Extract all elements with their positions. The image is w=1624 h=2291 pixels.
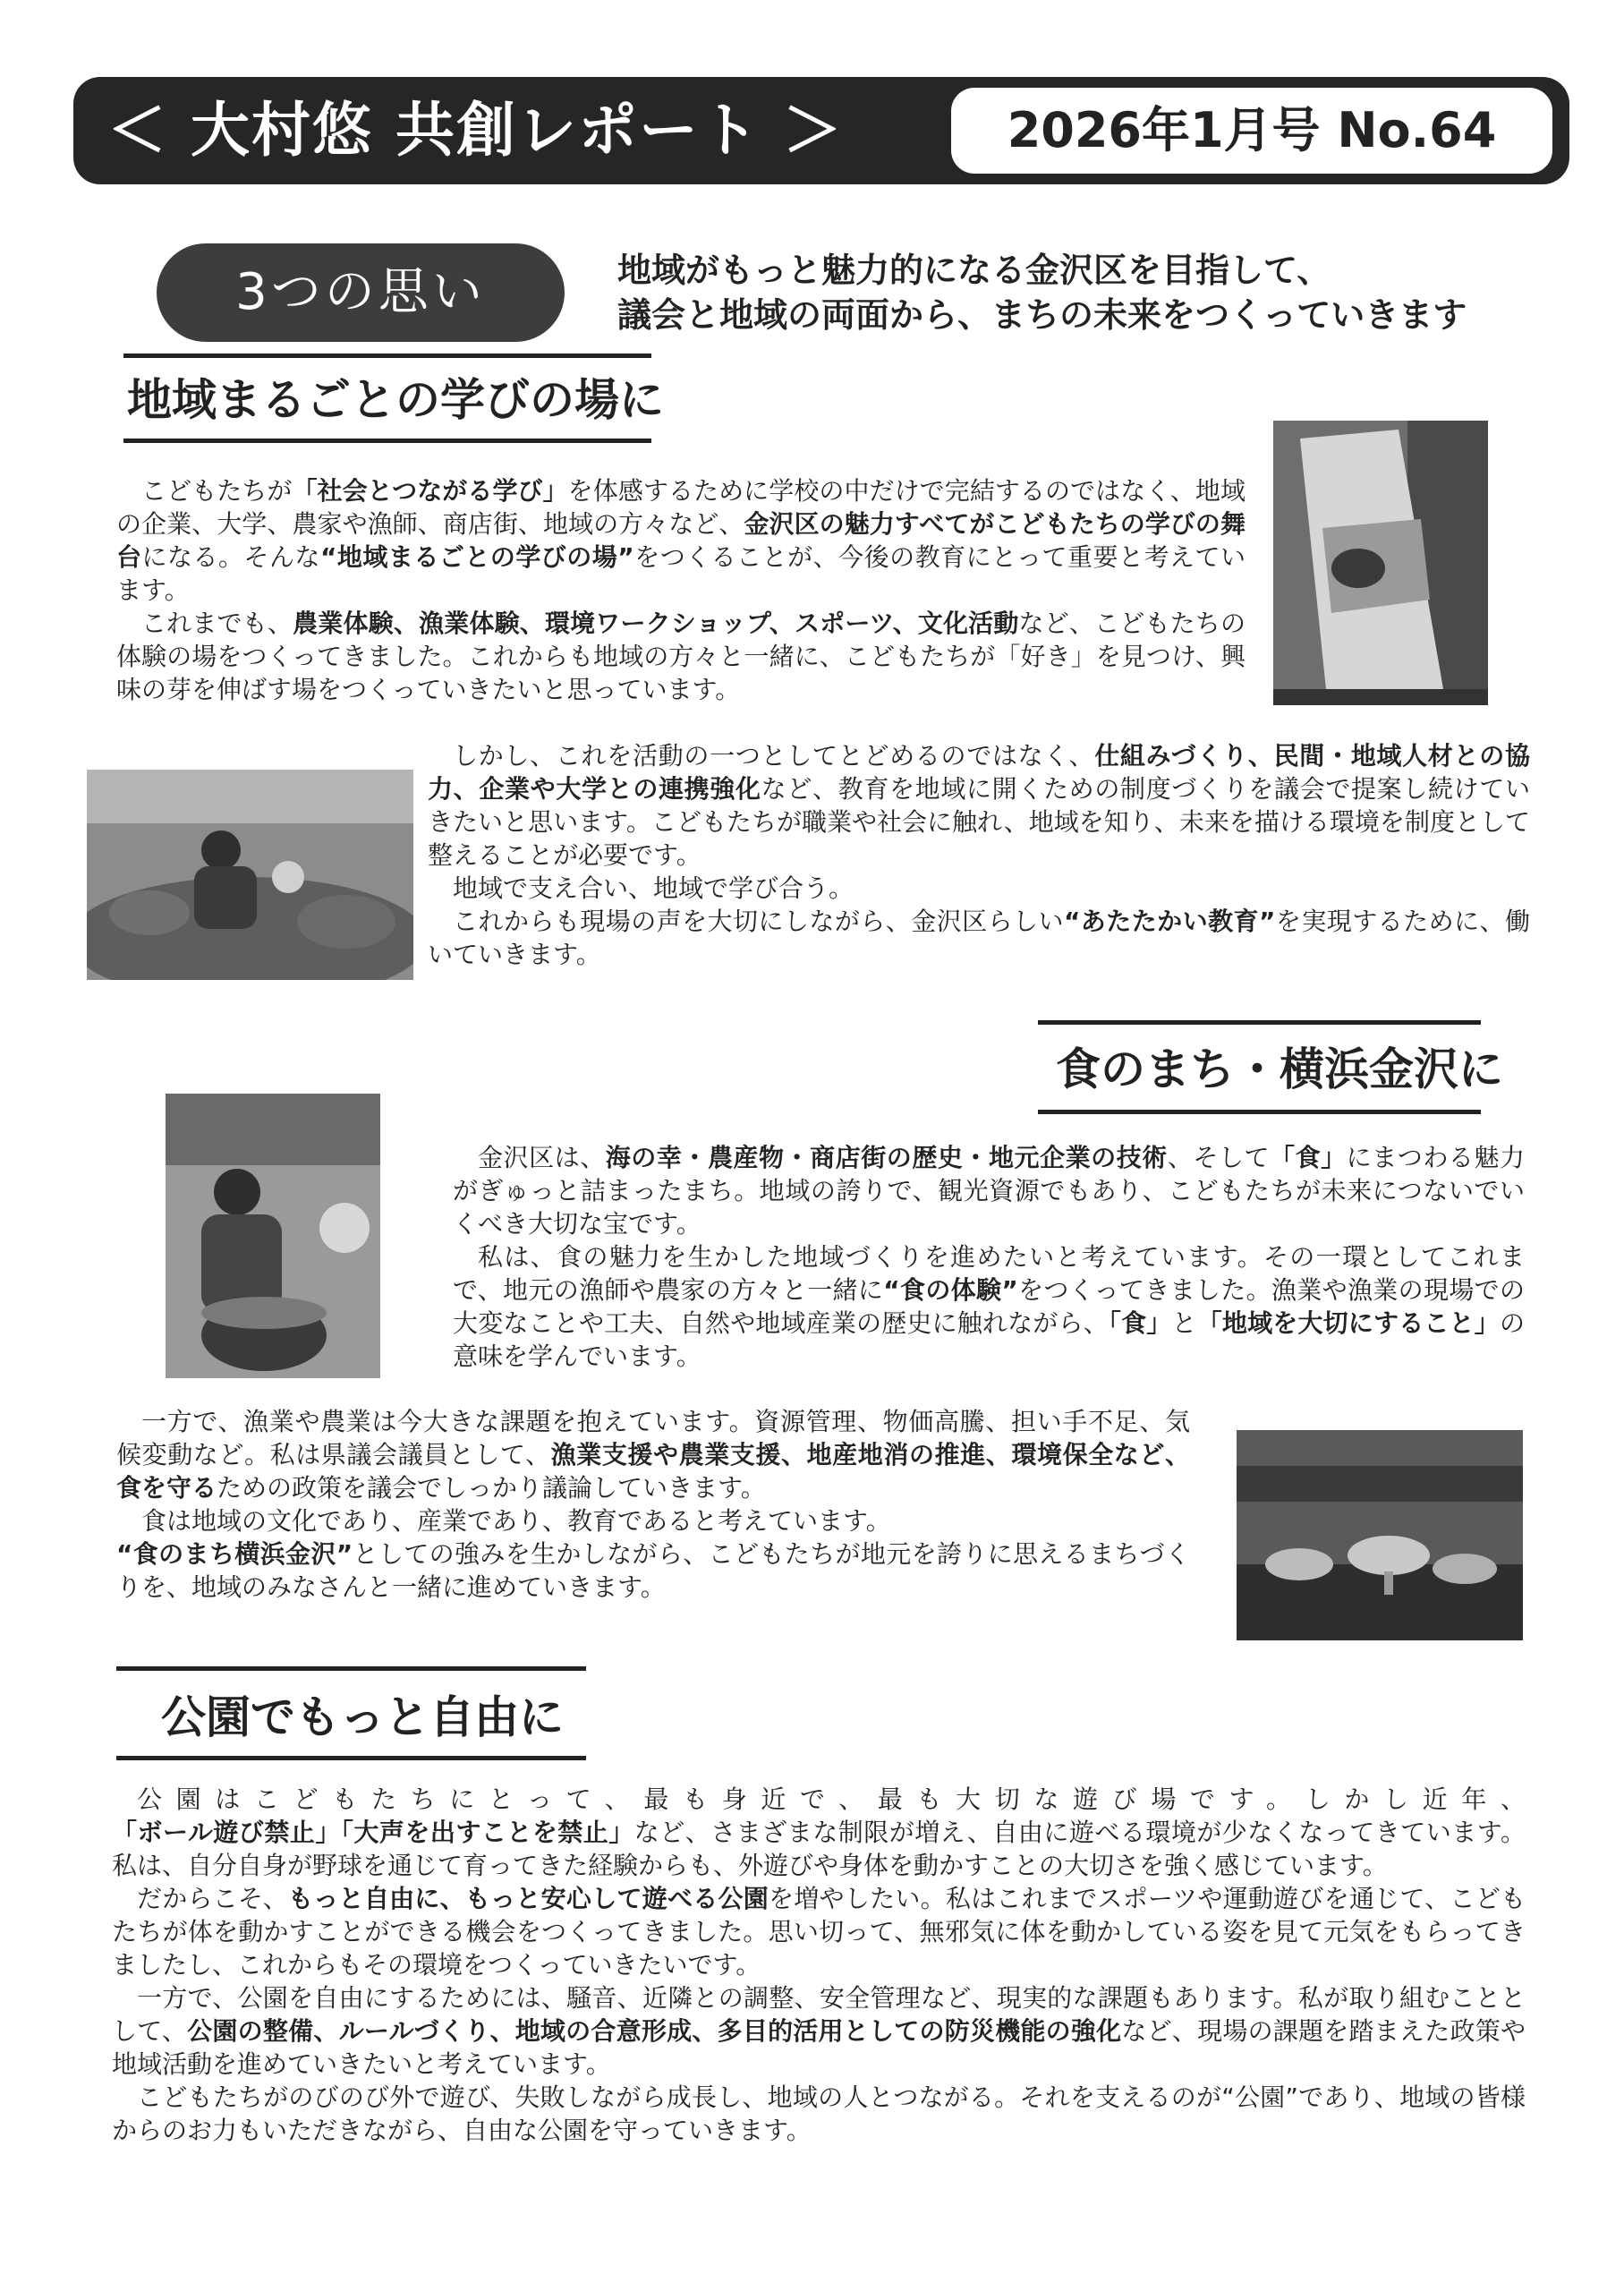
section3-paragraph-3: 一方で、公園を自由にするためには、騒音、近隣との調整、安全管理など、現実的な課題もあります。私が取り組むこととして、公園の整備、ルールづくり、地域の合意形成、多目的活用としての防災機能の強化など、現場の課題を踏まえた政策や地域活動を進めていきたいと考えています。 (112, 1983, 1526, 2079)
section2-rule-top (1038, 1020, 1481, 1025)
section2-text-top (453, 1141, 1525, 1373)
section2-paragraph-1: 金沢区は、海の幸・農産物・商店街の歴史・地元企業の技術、そして「食」にまつわる魅力がぎゅっと詰まったまち。地域の誇りで、観光資源でもあり、こどもたちが未来につないでいくべき大切な宝です。 (453, 1143, 1525, 1239)
section2-paragraph-2: 私は、食の魅力を生かした地域づくりを進めたいと考えています。その一環としてこれまで、地元の漁師や農家の方々と一緒に“食の体験”をつくってきました。漁業や漁業の現場での大変なことや工夫、自然や地域産業の歴史に触れながら、「食」と「地域を大切にすること」の意味を学んでいます。 (453, 1242, 1525, 1371)
section3-text (112, 1783, 1526, 2147)
section2-paragraph-5: “食のまち横浜金沢”としての強みを生かしながら、こどもたちが地元を誇りに思えるまちづくりを、地域のみなさんと一緒に進めていきます。 (116, 1539, 1190, 1602)
issue-number: 2026年1月号 No.64 (1007, 102, 1497, 158)
section2-text-bottom (116, 1405, 1190, 1604)
intro-line-1: 地域がもっと魅力的になる金沢区を目指して、 (617, 251, 1331, 290)
section3-rule-bottom (116, 1756, 586, 1760)
section1-text-top (116, 474, 1246, 706)
photo-food-experience (166, 1094, 380, 1378)
section1-rule-bottom (123, 439, 651, 443)
newsletter-title: ＜ 大村悠 共創レポート ＞ (107, 96, 844, 165)
section1-paragraph-3: しかし、これを活動の一つとしてとどめるのではなく、仕組みづくり、民間・地域人材との協力、企業や大学との連携強化など、教育を地域に開くための制度づくりを議会で提案し続けていきたいと思います。こどもたちが職業や社会に触れ、地域を知り、未来を描ける環境を制度として整えることが必要です。 (428, 741, 1530, 870)
photo-shiitake-mushrooms-art (1237, 1430, 1523, 1640)
section1-rule-top (123, 353, 651, 358)
section1-paragraph-1: こどもたちが「社会とつながる学び」を体感するために学校の中だけで完結するのではなく、地域の企業、大学、農家や漁師、商店街、地域の方々など、金沢区の魅力すべてがこどもたちの学びの舞台になる。そんな“地域まるごとの学びの場”をつくることが、今後の教育にとって重要と考えています。 (116, 476, 1246, 605)
section1-text-bottom (428, 739, 1530, 971)
section1-heading: 地域まるごとの学びの場に (127, 374, 664, 426)
section3-paragraph-4: こどもたちがのびのび外で遊び、失敗しながら成長し、地域の人とつながる。それを支えるのが“公園”であり、地域の皆様からのお力もいただきながら、自由な公園を守っていきます。 (112, 2082, 1526, 2145)
section1-paragraph-5: これからも現場の声を大切にしながら、金沢区らしい“あたたかい教育”を実現するために、働いていきます。 (428, 907, 1530, 969)
section1-paragraph-4: 地域で支え合い、地域で学び合う。 (453, 873, 855, 903)
photo-farming-experience (87, 770, 413, 980)
photo-shiitake-mushrooms (1237, 1430, 1523, 1640)
photo-farming-experience-art (87, 770, 413, 980)
intro-line-2: 議会と地域の両面から、まちの未来をつくっていきます (617, 295, 1467, 335)
section2-rule-bottom (1038, 1110, 1481, 1114)
photo-daikon-bag-art (1273, 421, 1488, 705)
section3-paragraph-1: 公園はこどもたちにとって、最も身近で、最も大切な遊び場です。しかし近年、「ボール遊び禁止」「大声を出すことを禁止」など、さまざまな制限が増え、自由に遊べる環境が少なくなってきています。私は、自分自身が野球を通じて育ってきた経験からも、外遊びや身体を動かすことの大切さを強く感じています。 (112, 1784, 1526, 1880)
section3-heading: 公園でもっと自由に (161, 1691, 564, 1743)
section2-paragraph-3: 一方で、漁業や農業は今大きな課題を抱えています。資源管理、物価高騰、担い手不足、気候変動など。私は県議会議員として、漁業支援や農業支援、地産地消の推進、環境保全など、食を守るための政策を議会でしっかり議論していきます。 (116, 1407, 1190, 1503)
section2-paragraph-4: 食は地域の文化であり、産業であり、教育であると考えています。 (141, 1506, 891, 1536)
photo-daikon-bag (1273, 421, 1488, 705)
photo-food-experience-art (166, 1094, 380, 1378)
section3-rule-top (116, 1666, 586, 1671)
three-thoughts-badge-label: 3つの思い (235, 263, 486, 321)
section3-paragraph-2: だからこそ、もっと自由に、もっと安心して遊べる公園を増やしたい。私はこれまでスポーツや運動遊びを通じて、こどもたちが体を動かすことができる機会をつくってきました。思い切って、無邪気に体を動かしている姿を見て元気をもらってきましたし、これからもその環境をつくっていきたいです。 (112, 1884, 1526, 1980)
section1-paragraph-2: これまでも、農業体験、漁業体験、環境ワークショップ、スポーツ、文化活動など、こどもたちの体験の場をつくってきました。これからも地域の方々と一緒に、こどもたちが「好き」を見つけ、興味の芽を伸ばす場をつくっていきたいと思っています。 (116, 609, 1246, 704)
section2-heading: 食のまち・横浜金沢に (1056, 1043, 1503, 1095)
